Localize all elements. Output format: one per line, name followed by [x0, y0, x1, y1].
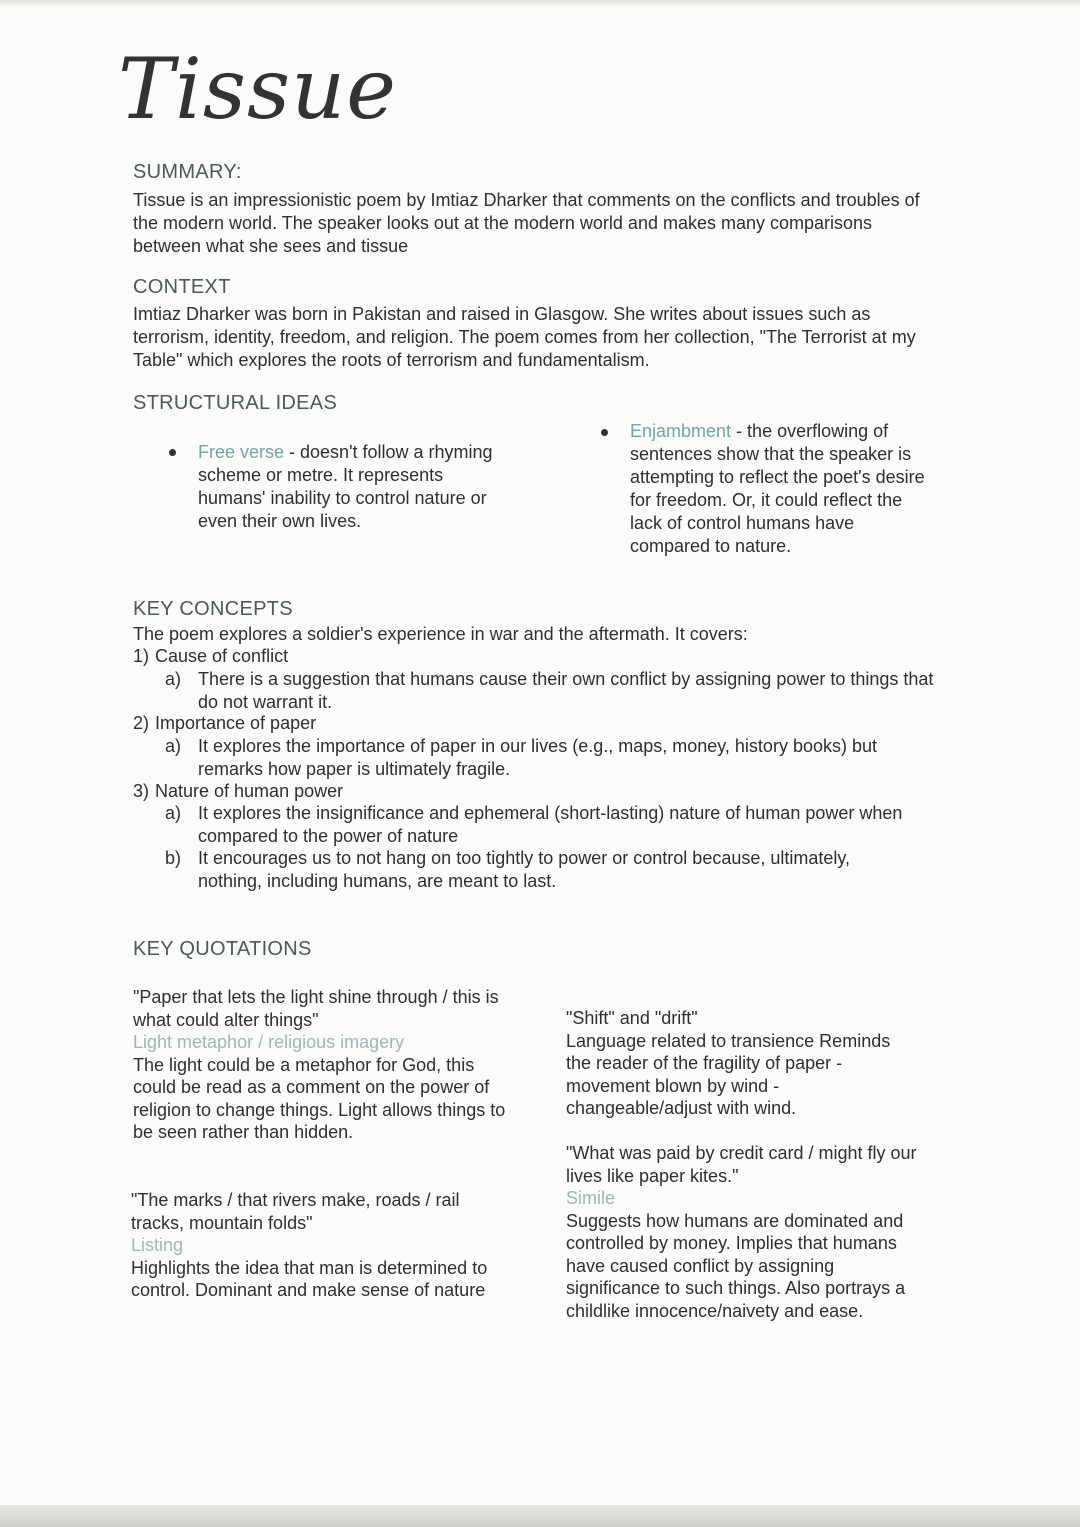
key-concepts-heading: KEY CONCEPTS — [133, 598, 293, 620]
key-quotations-heading: KEY QUOTATIONS — [133, 938, 312, 960]
context-text: Imtiaz Dharker was born in Pakistan and raised in Glasgow. She writes about issues such as terrorism, identity, freedom, and religion. The poem comes from her collection, "The Terrorist at my Table" which explores the roots of terrorism and fundamentalism. — [133, 304, 916, 370]
structural-item-enjambment — [630, 420, 935, 558]
bullet-icon — [601, 429, 608, 436]
concept-number: 1) — [133, 646, 150, 666]
key-concepts-intro: The poem explores a soldier's experience in war and the aftermath. It covers: — [133, 624, 748, 644]
bullet-icon — [169, 449, 176, 456]
quotation-block — [566, 1142, 921, 1322]
concept-label: Cause of conflict — [155, 646, 289, 666]
context-heading: CONTEXT — [133, 276, 231, 298]
quotation-analysis: Highlights the idea that man is determined to control. Dominant and make sense of nature — [131, 1257, 488, 1300]
quotation-analysis: Suggests how humans are dominated and controlled by money. Implies that humans have caused conflict by assigning significance to such things. Also portrays a childlike innocence/naivety and ease. — [566, 1210, 906, 1321]
quotation-technique: Listing — [131, 1235, 184, 1255]
structural-heading: STRUCTURAL IDEAS — [133, 392, 338, 414]
concept-sub-letter: b) — [165, 848, 182, 868]
concept-number: 3) — [133, 781, 150, 801]
summary-heading: SUMMARY: — [133, 161, 242, 183]
structural-item-free-verse — [198, 441, 508, 533]
concept-sub-text: It explores the importance of paper in our lives (e.g., maps, money, history books) but remarks how paper is ultimately fragile. — [198, 736, 877, 779]
page-title: Tissue — [118, 40, 397, 138]
structural-term: Enjambment — [630, 421, 732, 441]
concept-sub-letter: a) — [165, 736, 182, 756]
concept-sub-text: There is a suggestion that humans cause their own conflict by assigning power to things that do not warrant it. — [198, 669, 934, 712]
quotation-block — [566, 1007, 911, 1120]
quotation-block — [133, 986, 508, 1144]
concept-sub-letter: a) — [165, 669, 182, 689]
concept-label: Nature of human power — [155, 781, 344, 801]
concept-sub-text: It explores the insignificance and ephemeral (short-lasting) nature of human power when compared to the power of nature — [198, 803, 903, 846]
concept-number: 2) — [133, 713, 150, 733]
quotation-analysis: Language related to transience Reminds the reader of the fragility of paper - movement blown by wind - changeable/adjust with wind. — [566, 1030, 891, 1118]
page-bottom-edge — [0, 1505, 1080, 1527]
structural-desc: - the overflowing of sentences show that the speaker is attempting to reflect the poet's desire for freedom. Or, it could reflect the lack of control humans have compared to nature. — [630, 421, 925, 556]
concept-sub-letter: a) — [165, 803, 182, 823]
structural-desc: - doesn't follow a rhyming scheme or metre. It represents humans' inability to control nature or even their own lives. — [198, 442, 493, 531]
quotation-analysis: The light could be a metaphor for God, this could be read as a comment on the power of religion to change things. Light allows things to be seen rather than hidden. — [133, 1054, 506, 1142]
summary-text: Tissue is an impressionistic poem by Imtiaz Dharker that comments on the conflicts and troubles of the modern world. The speaker looks out at the modern world and makes many comparisons between what she sees and tissue — [133, 190, 920, 256]
quotation-block — [131, 1189, 491, 1302]
quotation-technique: Simile — [566, 1188, 616, 1208]
quotation-technique: Light metaphor / religious imagery — [133, 1032, 405, 1052]
quotation-text: "The marks / that rivers make, roads / rail tracks, mountain folds" — [131, 1190, 460, 1233]
quotation-text: "Paper that lets the light shine through / this is what could alter things" — [133, 987, 499, 1030]
concept-label: Importance of paper — [155, 713, 317, 733]
quotation-text: "Shift" and "drift" — [566, 1008, 698, 1028]
quotation-text: "What was paid by credit card / might fly our lives like paper kites." — [566, 1143, 917, 1186]
concept-sub-text: It encourages us to not hang on too tightly to power or control because, ultimately, nothing, including humans, are meant to last. — [198, 848, 851, 891]
page-top-edge — [0, 0, 1080, 8]
structural-term: Free verse — [198, 442, 285, 462]
